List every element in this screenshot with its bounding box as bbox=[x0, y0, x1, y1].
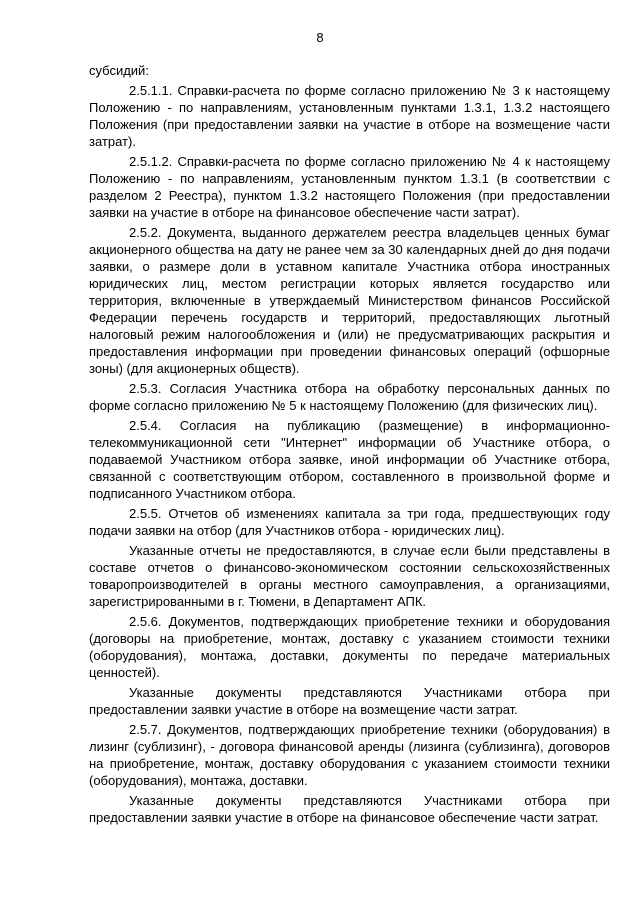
paragraph: 2.5.3. Согласия Участника отбора на обработку персональных данных по форме согласно приложению № 5 к настоящему Положению (для физических лиц). bbox=[89, 381, 610, 413]
paragraph: Указанные отчеты не предоставляются, в случае если были представлены в составе отчетов о финансово-экономическом состоянии сельскохозяйственных товаропроизводителей в органы местного самоуправления, а организациями, зарегистрированными в г. Тюмени, в Департамент АПК. bbox=[89, 543, 610, 609]
document-body bbox=[89, 62, 610, 829]
paragraph: Указанные документы представляются Участниками отбора при предоставлении заявки участие в отборе на возмещение части затрат. bbox=[89, 685, 610, 717]
paragraph: 2.5.6. Документов, подтверждающих приобретение техники и оборудования (договоры на приобретение, монтаж, доставку с указанием стоимости техники (оборудования), монтажа, доставки, документы по передаче материальных ценностей). bbox=[89, 614, 610, 680]
paragraph: субсидий: bbox=[89, 63, 149, 78]
paragraph: 2.5.1.1. Справки-расчета по форме согласно приложению № 3 к настоящему Положению - по направлениям, установленным пунктами 1.3.1, 1.3.2 настоящего Положения (при предоставлении заявки на участие в отборе на возмещение части затрат). bbox=[89, 83, 610, 149]
paragraph: 2.5.4. Согласия на публикацию (размещение) в информационно-телекоммуникационной сети "Интернет" информации об Участнике отбора, о подаваемой Участником отбора заявке, иной информации об Участнике отбора, связанной с соответствующим отбором, составленного в произвольной форме и подписанного Участником отбора. bbox=[89, 418, 610, 501]
paragraph: 2.5.1.2. Справки-расчета по форме согласно приложению № 4 к настоящему Положению - по направлениям, установленным пунктом 1.3.1 (в соответствии с разделом 2 Реестра), пунктом 1.3.2 настоящего Положения (при предоставлении заявки на участие в отборе на финансовое обеспечение части затрат). bbox=[89, 154, 610, 220]
paragraph: 2.5.7. Документов, подтверждающих приобретение техники (оборудования) в лизинг (сублизинг), - договора финансовой аренды (лизинга (сублизинга), договоров на приобретение, монтаж, доставку оборудования с указанием стоимости техники (оборудования), монтажа, доставки. bbox=[89, 722, 610, 788]
page-number: 8 bbox=[316, 30, 324, 45]
paragraph: 2.5.5. Отчетов об изменениях капитала за три года, предшествующих году подачи заявки на отбор (для Участников отбора - юридических лиц). bbox=[89, 506, 610, 538]
paragraph: 2.5.2. Документа, выданного держателем реестра владельцев ценных бумаг акционерного общества на дату не ранее чем за 30 календарных дней до дня подачи заявки, о размере доли в уставном капитале Участника отбора иностранных юридических лиц, местом регистрации которых является государство или территория, включенные в утверждаемый Министерством финансов Российской Федерации перечень государств и территорий, предоставляющих льготный налоговый режим налогообложения и (или) не предусматривающих раскрытия и предоставления информации при проведении финансовых операций (офшорные зоны) (для акционерных обществ). bbox=[89, 225, 610, 376]
paragraph: Указанные документы представляются Участниками отбора при предоставлении заявки участие в отборе на финансовое обеспечение части затрат. bbox=[89, 793, 610, 825]
